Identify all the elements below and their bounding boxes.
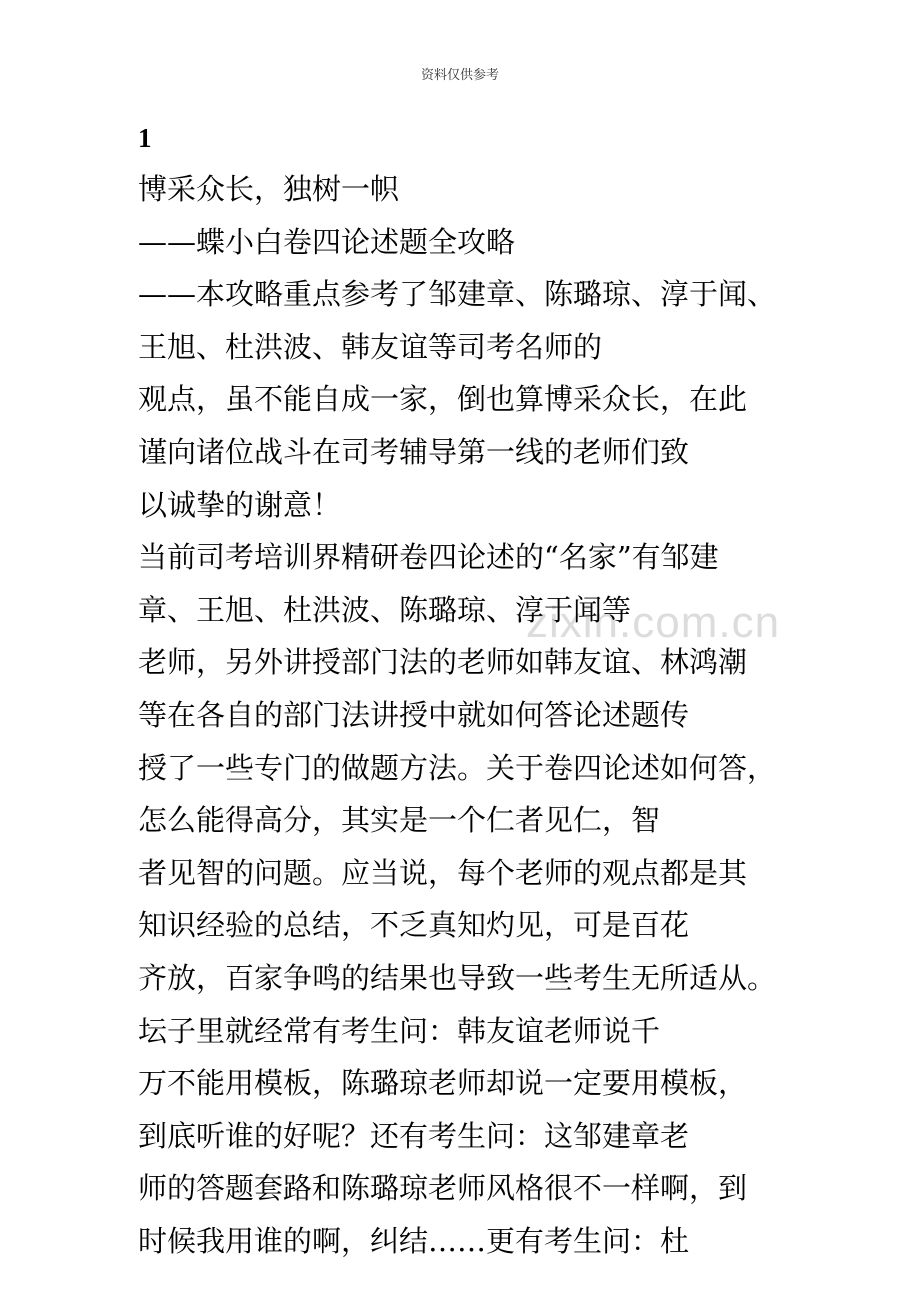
text-line: 授了一些专门的做题方法。关于卷四论述如何答， xyxy=(138,750,777,785)
text-line: 当前司考培训界精研卷四论述的“名家”有邹建 xyxy=(138,540,719,575)
text-line: 谨向诸位战斗在司考辅导第一线的老师们致 xyxy=(138,434,690,469)
text-line: 等在各自的部门法讲授中就如何答论述题传 xyxy=(138,697,690,732)
text-line: 以诚挚的谢意！ xyxy=(138,487,342,522)
text-line: 老师，另外讲授部门法的老师如韩友谊、林鸿潮 xyxy=(138,645,748,680)
text-line: 万不能用模板，陈璐琼老师却说一定要用模板， xyxy=(138,1066,748,1101)
text-line: 者见智的问题。应当说，每个老师的观点都是其 xyxy=(138,855,748,890)
text-line: 时候我用谁的啊，纠结……更有考生问：杜 xyxy=(138,1223,690,1258)
text-line: 师的答题套路和陈璐琼老师风格很不一样啊，到 xyxy=(138,1171,748,1206)
text-line: 王旭、杜洪波、韩友谊等司考名师的 xyxy=(138,329,603,364)
text-line: 知识经验的总结，不乏真知灼见，可是百花 xyxy=(138,908,690,943)
text-line: 章、王旭、杜洪波、陈璐琼、淳于闻等 xyxy=(138,592,632,627)
subtitle-line: ——蝶小白卷四论述题全攻略 xyxy=(138,224,516,259)
text-line: 坛子里就经常有考生问：韩友谊老师说千 xyxy=(138,1013,661,1048)
text-line: 齐放，百家争鸣的结果也导致一些考生无所适从。 xyxy=(138,960,777,995)
text-line: ——本攻略重点参考了邹建章、陈璐琼、淳于闻、 xyxy=(138,277,777,312)
text-line: 观点，虽不能自成一家，倒也算博采众长，在此 xyxy=(138,382,748,417)
document-body xyxy=(138,113,818,1267)
title-line: 博采众长，独树一帜 xyxy=(138,172,400,206)
watermark: zixin.com.cn xyxy=(526,598,781,647)
page-header: 资料仅供参考 xyxy=(420,68,499,83)
page-number: 1 xyxy=(138,123,152,153)
text-line: 到底听谁的好呢？还有考生问：这邹建章老 xyxy=(138,1118,690,1153)
text-line: 怎么能得高分，其实是一个仁者见仁，智 xyxy=(138,803,661,838)
